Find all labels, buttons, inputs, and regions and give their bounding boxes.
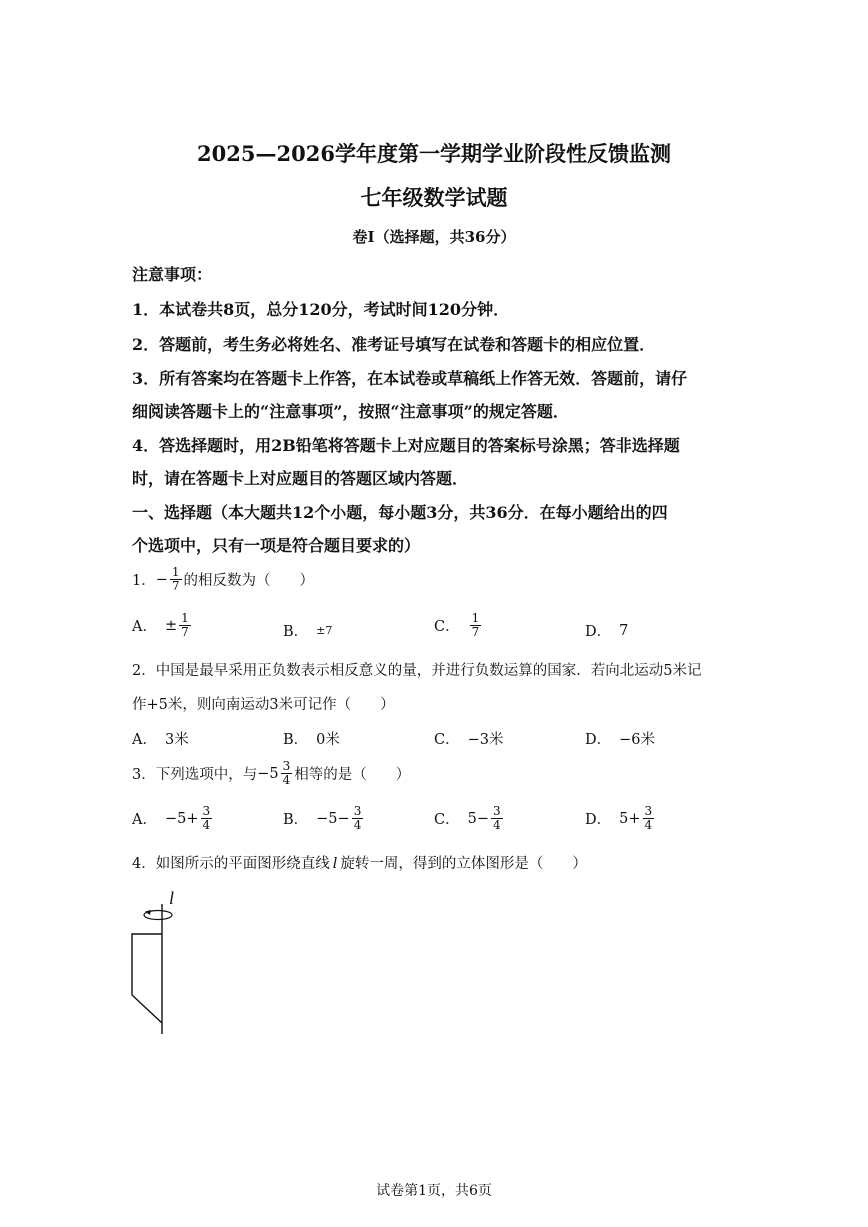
option-fraction xyxy=(470,612,482,639)
option-label: D． xyxy=(585,624,612,640)
part1-instructions-line-1: 一、选择题（本大题共12个小题，每小题3分，共36分．在每小题给出的四 xyxy=(132,503,668,522)
question-1-stem xyxy=(132,566,314,593)
notice-item-4-line-1: 4．答选择题时，用2B铅笔将答题卡上对应题目的答案标号涂黑；答非选择题 xyxy=(132,436,680,455)
plane-shape xyxy=(132,934,162,1023)
notice-item-3-line-2: 细阅读答题卡上的“注意事项”，按照“注意事项”的规定答题． xyxy=(132,402,569,421)
option-text: ±7 xyxy=(316,624,333,637)
option-fraction-numerator: 1 xyxy=(471,611,480,625)
option-fraction-numerator: 3 xyxy=(202,804,211,818)
option-expression: 5+ xyxy=(619,810,641,827)
option-label: B． xyxy=(283,624,309,640)
question-4-text-post: 旋转一周，得到的立体图形是（ ） xyxy=(340,856,587,872)
option-expression: −5+ xyxy=(164,810,199,827)
option-fraction xyxy=(643,805,655,832)
notice-item-1: 1．本试卷共8页，总分120分，考试时间120分钟． xyxy=(132,300,510,319)
option-expression: −5− xyxy=(316,810,350,827)
option-label: D． xyxy=(585,812,612,828)
option-fraction-numerator: 1 xyxy=(181,611,189,625)
notice-item-2: 2．答题前，考生务必将姓名、准考证号填写在试卷和答题卡的相应位置． xyxy=(132,335,656,354)
question-3-fraction-denominator: 4 xyxy=(282,773,291,787)
option-fraction-denominator: 4 xyxy=(202,818,211,832)
notice-item-4-line-2: 时，请在答题卡上对应题目的答题区域内答题． xyxy=(132,469,469,488)
exam-subtitle: 七年级数学试题 xyxy=(360,185,508,210)
option-label: A． xyxy=(132,619,157,635)
option-fraction-denominator: 4 xyxy=(644,818,653,832)
question-3-option-c[interactable] xyxy=(434,805,505,832)
option-label: C． xyxy=(434,732,460,748)
question-2-line-2: 作+5米，则向南运动3米可记作（ ） xyxy=(132,697,395,713)
axis-label: l xyxy=(169,888,175,908)
question-3-option-d[interactable] xyxy=(585,805,656,832)
option-text: 3米 xyxy=(164,732,189,748)
option-fraction-denominator: 4 xyxy=(492,818,501,832)
option-fraction xyxy=(352,805,364,832)
option-label: C． xyxy=(434,619,460,635)
question-1-fraction xyxy=(170,566,182,593)
option-fraction-denominator: 7 xyxy=(181,625,189,639)
rotation-figure-svg xyxy=(125,880,195,1040)
question-3-text-post: 相等的是（ ） xyxy=(294,767,411,783)
question-3-whole: −5 xyxy=(257,765,279,782)
page-footer: 试卷第1页，共6页 xyxy=(376,1183,492,1199)
question-2-option-b[interactable] xyxy=(283,728,340,749)
option-text: −3米 xyxy=(467,732,504,748)
question-2-option-a[interactable] xyxy=(132,728,189,749)
question-3-text-pre: 3．下列选项中，与 xyxy=(132,767,258,783)
question-1-option-d[interactable] xyxy=(585,620,628,641)
question-2-option-c[interactable] xyxy=(434,728,503,749)
option-expression: 5− xyxy=(467,810,489,827)
question-3-stem xyxy=(132,760,410,787)
option-text: 7 xyxy=(619,622,629,639)
question-3-fraction xyxy=(281,760,293,787)
question-1-option-a[interactable] xyxy=(132,612,193,639)
option-text: 0米 xyxy=(316,732,340,748)
option-label: B． xyxy=(283,812,309,828)
option-label: C． xyxy=(434,812,460,828)
notice-heading: 注意事项： xyxy=(132,265,213,284)
section-heading: 卷Ⅰ（选择题，共36分） xyxy=(352,228,516,246)
option-fraction xyxy=(491,805,503,832)
option-fraction-numerator: 3 xyxy=(353,804,362,818)
exam-title: 2025—2026学年度第一学期学业阶段性反馈监测 xyxy=(197,141,671,166)
option-fraction xyxy=(201,805,213,832)
question-4-stem xyxy=(132,852,587,873)
part1-instructions-line-2: 个选项中，只有一项是符合题目要求的） xyxy=(132,536,421,555)
question-1-minus: − xyxy=(155,571,168,588)
option-text: −6米 xyxy=(619,732,656,748)
option-label: A． xyxy=(132,812,157,828)
option-sign: ± xyxy=(164,617,178,634)
question-1-option-c[interactable] xyxy=(434,612,483,639)
question-2-option-d[interactable] xyxy=(585,728,655,749)
question-1-fraction-denominator: 7 xyxy=(171,579,180,593)
question-3-fraction-numerator: 3 xyxy=(282,759,291,773)
option-fraction-numerator: 3 xyxy=(644,804,653,818)
question-4-figure xyxy=(125,880,195,1040)
option-fraction-denominator: 4 xyxy=(353,818,362,832)
option-label: A． xyxy=(132,732,157,748)
question-2-line-1: 2．中国是最早采用正负数表示相反意义的量，并进行负数运算的国家．若向北运动5米记 xyxy=(132,663,702,679)
option-label: D． xyxy=(585,732,612,748)
question-1-fraction-numerator: 1 xyxy=(171,565,180,579)
question-1-number: 1． xyxy=(132,573,156,589)
question-4-text-pre: 4．如图所示的平面图形绕直线 xyxy=(132,856,330,872)
question-3-option-a[interactable] xyxy=(132,805,214,832)
question-4-variable: l xyxy=(332,856,338,872)
question-3-option-b[interactable] xyxy=(283,805,365,832)
option-fraction xyxy=(179,612,191,639)
option-label: B． xyxy=(283,732,309,748)
option-fraction-denominator: 7 xyxy=(471,625,480,639)
question-1-option-b[interactable] xyxy=(283,620,332,641)
option-fraction-numerator: 3 xyxy=(492,804,501,818)
notice-item-3-line-1: 3．所有答案均在答题卡上作答，在本试卷或草稿纸上作答无效．答题前，请仔 xyxy=(132,369,688,388)
question-1-text: 的相反数为（ ） xyxy=(183,573,315,589)
